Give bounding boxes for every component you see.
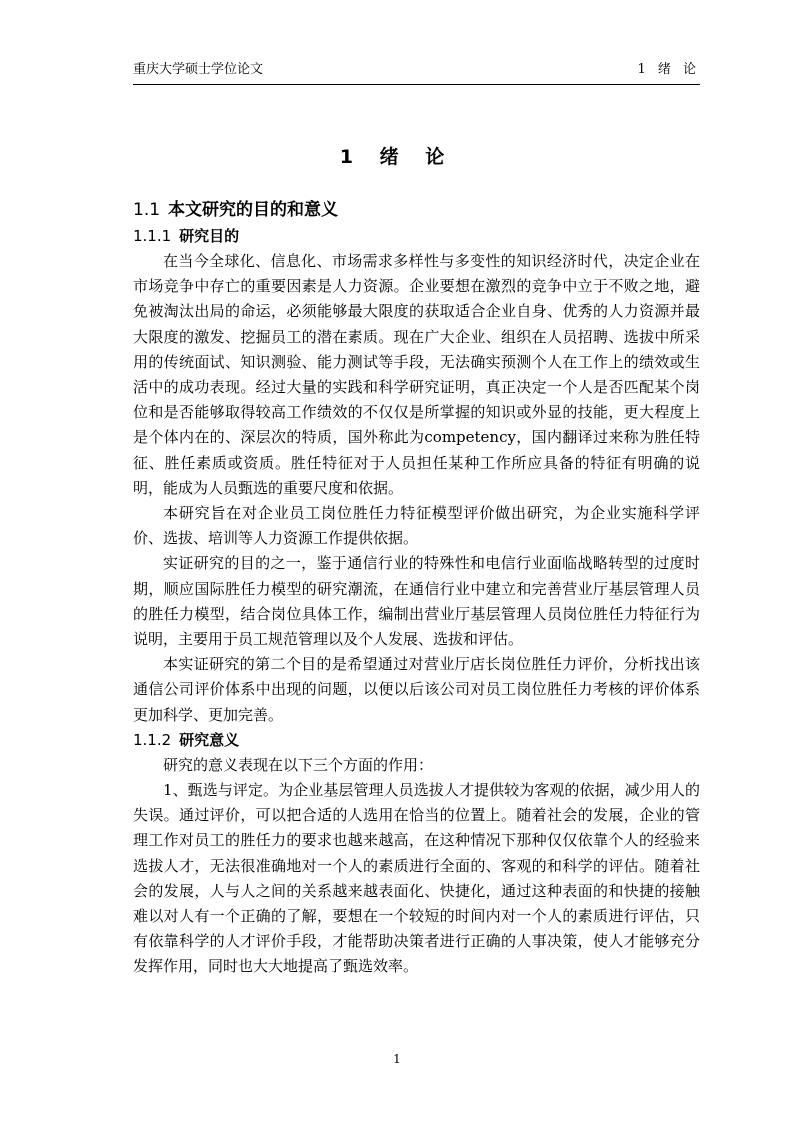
subsection-heading (133, 728, 700, 753)
section-heading (133, 197, 700, 224)
paragraph: 实证研究的目的之一，鉴于通信行业的特殊性和电信行业面临战略转型的过度时期，顺应国际胜任力模型的研究潮流，在通信行业中建立和完善营业厅基层管理人员的胜任力模型，结合岗位具体工作，编制出营业厅基层管理人员岗位胜任力特征行为说明，主要用于员工规范管理以及个人发展、选拔和评估。 (133, 554, 700, 649)
subsection-number: 1.1.1 (133, 227, 172, 245)
running-header (133, 62, 700, 85)
section-title: 本文研究的目的和意义 (168, 200, 339, 220)
paragraph: 本实证研究的第二个目的是希望通过对营业厅店长岗位胜任力评价，分析找出该通信公司评价体系中出现的问题，以便以后该公司对员工岗位胜任力考核的评价体系更加科学、更加完善。 (133, 655, 700, 724)
paragraph: 本研究旨在对企业员工岗位胜任力特征模型评价做出研究，为企业实施科学评价、选拔、培训等人力资源工作提供依据。 (133, 504, 700, 548)
main-content (133, 197, 700, 980)
subsection-title: 研究意义 (179, 730, 240, 749)
paragraph: 在当今全球化、信息化、市场需求多样性与多变性的知识经济时代，决定企业在市场竞争中存亡的重要因素是人力资源。企业要想在激烈的竞争中立于不败之地，避免被淘汰出局的命运，必须能够最大限度的获取适合企业自身、优秀的人力资源并最大限度的激发、挖掘员工的潜在素质。现在广大企业、组织在人员招聘、选拔中所采用的传统面试、知识测验、能力测试等手段，无法确实预测个人在工作上的绩效或生活中的成功表现。经过大量的实践和科学研究证明，真正决定一个人是否匹配某个岗位和是否能够取得较高工作绩效的不仅仅是所掌握的知识或外显的技能，更大程度上是个体内在的、深层次的特质，国外称此为competency，国内翻译过来称为胜任特征、胜任素质或资质。胜任特征对于人员担任某种工作所应具备的特征有明确的说明，能成为人员甄选的重要尺度和依据。 (133, 252, 700, 497)
subsection-title: 研究目的 (179, 227, 240, 245)
page-number: 1 (393, 1052, 401, 1066)
header-thesis-name: 重庆大学硕士学位论文 (133, 62, 264, 77)
chapter-title: 1 绪 论 (339, 146, 455, 168)
subsection-heading (133, 224, 700, 249)
header-chapter: 1 绪 论 (637, 62, 700, 77)
section-number: 1.1 (133, 200, 161, 220)
subsection-number: 1.1.2 (133, 730, 172, 749)
paragraph: 1、甄选与评定。为企业基层管理人员选拔人才提供较为客观的依据，减少用人的失误。通过评价，可以把合适的人选用在恰当的位置上。随着社会的发展，企业的管理工作对员工的胜任力的要求也越来越高，在这种情况下那种仅仅依靠个人的经验来选拔人才，无法很准确地对一个人的素质进行全面的、客观的和科学的评估。随着社会的发展，人与人之间的关系越来越表面化、快捷化，通过这种表面的和快捷的接触难以对人有一个正确的了解，要想在一个较短的时间内对一个人的素质进行评估，只有依靠科学的人才评价手段，才能帮助决策者进行正确的人事决策，使人才能够充分发挥作用，同时也大大地提高了甄选效率。 (133, 781, 700, 976)
paragraph: 研究的意义表现在以下三个方面的作用： (163, 755, 434, 774)
